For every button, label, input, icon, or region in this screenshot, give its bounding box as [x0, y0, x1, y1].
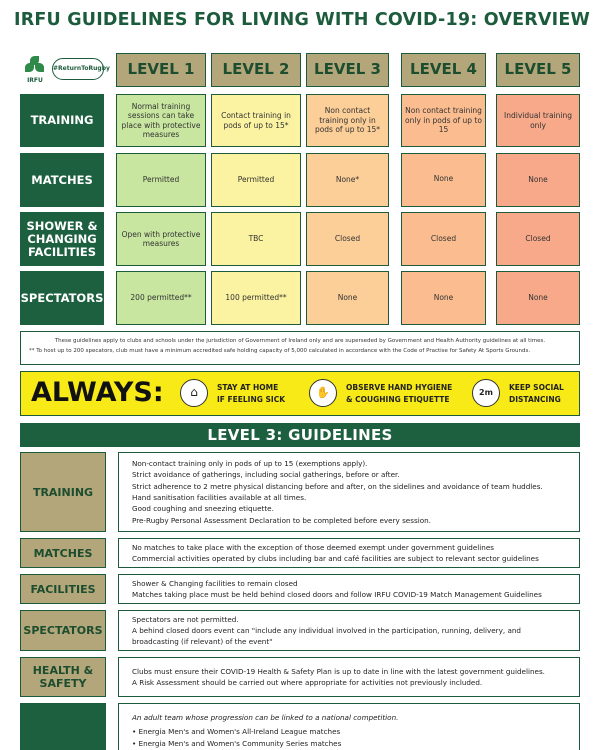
return-to-rugby-badge: #ReturnToRugby	[52, 58, 104, 80]
guideline-text-training: Non-contact training only in pods of up to 15 (exemptions apply). Strict avoidance of gatherings, including social gatherings, before or after. Strict adherence to 2 metre physical distancing before and after, on the sidelines and avoidance of team huddles. Hand sanitisation facilities available at all times. Good coughing and sneezing etiquette. Pre-Rugby Personal Assessment Declaration to be completed before every session.	[118, 452, 580, 532]
note-spectator-capacity: ** To host up to 200 specators, club must have a minimum accredited safe holding capacity of 5,000 calculated in accordance with the Code of Practise for Safety At Sports Grounds.	[29, 348, 531, 354]
cell-spectators-level-3: None	[306, 271, 389, 325]
guideline-label-training: TRAINING	[20, 452, 106, 532]
guideline-text-spectators: Spectators are not permitted. A behind closed doors event can "include any individual involved in the participation, running, delivery, and broadcasting (if relevant) of the event"	[118, 610, 580, 651]
cell-training-level-5: Individual training only	[496, 94, 580, 147]
guideline-text-health-safety: Clubs must ensure their COVID-19 Health & Safety Plan is up to date in line with the latest government guidelines. A Risk Assessment should be carried out where appropriate for activities not previously included.	[118, 657, 580, 697]
cell-facilities-level-5: Closed	[496, 212, 580, 266]
irfu-logo	[22, 55, 48, 87]
always-item-stay-home: STAY AT HOME IF FEELING SICK	[217, 383, 286, 404]
notes-box	[20, 331, 580, 365]
cell-spectators-level-2: 100 permitted**	[211, 271, 301, 325]
note-jurisdiction: These guidelines apply to clubs and schools under the jurisdiction of Government of Ireland only and are superseded by Government and Health Authority guidelines at all times.	[54, 338, 546, 344]
row-label-facilities: SHOWER & CHANGING FACILITIES	[20, 212, 104, 266]
level-5-header: LEVEL 5	[496, 53, 580, 87]
row-label-matches: MATCHES	[20, 153, 104, 207]
cell-training-level-3: Non contact training only in pods of up to 15*	[306, 94, 389, 147]
always-word: ALWAYS:	[31, 377, 164, 408]
distance-icon: 2m	[472, 379, 500, 407]
logo-area	[20, 55, 108, 87]
cell-matches-level-1: Permitted	[116, 153, 206, 207]
cell-matches-level-3: None*	[306, 153, 389, 207]
always-item-hand-hygiene: OBSERVE HAND HYGIENE & COUGHING ETIQUETTE	[346, 383, 453, 404]
cell-matches-level-4: None	[401, 153, 486, 207]
cell-matches-level-5: None	[496, 153, 580, 207]
irfu-logo-text: IRFU	[27, 77, 43, 84]
cell-facilities-level-3: Closed	[306, 212, 389, 266]
cell-facilities-level-1: Open with protective measures	[116, 212, 206, 266]
cell-training-level-4: Non contact training only in pods of up to 15	[401, 94, 486, 147]
row-label-spectators: SPECTATORS	[20, 271, 104, 325]
page-title: IRFU GUIDELINES FOR LIVING WITH COVID-19: OVERVIEW	[14, 10, 591, 30]
hand-wash-icon: ✋	[309, 379, 337, 407]
cell-training-level-1: Normal training sessions can take place with protective measures	[116, 94, 206, 147]
cell-facilities-level-4: Closed	[401, 212, 486, 266]
always-item-distancing: KEEP SOCIAL DISTANCING	[509, 383, 564, 404]
guideline-label-exemptions	[20, 703, 106, 750]
cell-training-level-2: Contact training in pods of up to 15*	[211, 94, 301, 147]
cell-spectators-level-5: None	[496, 271, 580, 325]
level-2-header: LEVEL 2	[211, 53, 301, 87]
guideline-text-matches: No matches to take place with the exception of those deemed exempt under government guidelines Commercial activities operated by clubs including bar and café facilities are subject to relevant sector guidelines	[118, 538, 580, 568]
guideline-text-facilities: Shower & Changing facilities to remain closed Matches taking place must be held behind closed doors and follow IRFU COVID-19 Match Management Guidelines	[118, 574, 580, 604]
cell-spectators-level-1: 200 permitted**	[116, 271, 206, 325]
level-4-header: LEVEL 4	[401, 53, 486, 87]
level-1-header: LEVEL 1	[116, 53, 206, 87]
level-3-header: LEVEL 3	[306, 53, 389, 87]
guideline-text-exemptions: An adult team whose progression can be linked to a national competition. • Energia Men's and Women's All-Ireland League matches • Energia Men's and Women's Community Series matches	[118, 703, 580, 750]
always-banner	[20, 371, 580, 416]
guideline-label-spectators: SPECTATORS	[20, 610, 106, 651]
cell-facilities-level-2: TBC	[211, 212, 301, 266]
guidelines-heading: LEVEL 3: GUIDELINES	[20, 423, 580, 447]
home-icon: ⌂	[180, 379, 208, 407]
guideline-label-health-safety: HEALTH & SAFETY	[20, 657, 106, 697]
cell-spectators-level-4: None	[401, 271, 486, 325]
cell-matches-level-2: Permitted	[211, 153, 301, 207]
guideline-label-facilities: FACILITIES	[20, 574, 106, 604]
row-label-training: TRAINING	[20, 94, 104, 147]
guideline-label-matches: MATCHES	[20, 538, 106, 568]
